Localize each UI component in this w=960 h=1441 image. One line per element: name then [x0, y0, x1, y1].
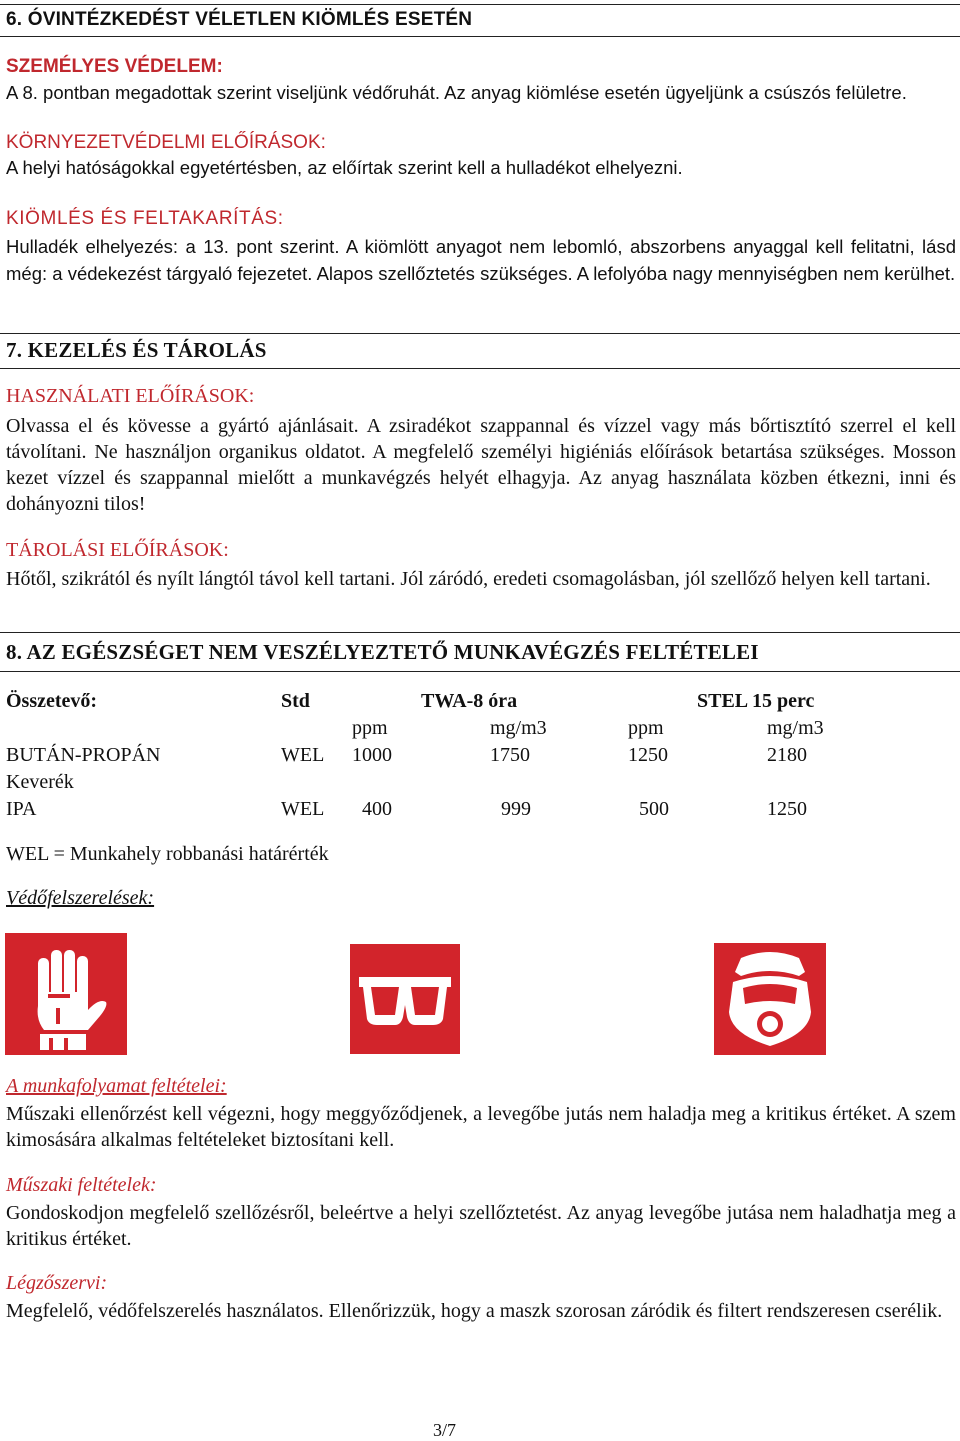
page-number: 3/7: [433, 1420, 457, 1440]
technical-conditions-text: Gondoskodjon megfelelő szellőzésről, beleértve a helyi szellőztetést. Az anyag levegőbe jutása nem haladhatja meg a kritikus értéket.: [6, 1202, 956, 1250]
row-stel-ppm: 1250: [628, 744, 668, 766]
respiratory-text: Megfelelő, védőfelszerelés használatos. Ellenőrizzük, hogy a maszk szorosan záródik és filtert rendszeresen cserélik.: [6, 1300, 943, 1322]
work-conditions-text: Műszaki ellenőrzést kell végezni, hogy meggyőződjenek, a levegőbe jutás nem haladja meg a kritikus értéket. A szem kimosására alkalmas feltételeket biztosítani kell.: [6, 1103, 956, 1151]
row-component-name-2: Keverék: [6, 771, 74, 793]
row-twa-mg: 999: [501, 798, 531, 820]
table-header-stel: STEL 15 perc: [697, 690, 815, 712]
work-conditions-heading: A munkafolyamat feltételei:: [6, 1075, 227, 1097]
table-header-std: Std: [281, 690, 310, 712]
respiratory-heading: Légzőszervi:: [6, 1272, 108, 1294]
section-7-title: 7. KEZELÉS ÉS TÁROLÁS: [6, 338, 267, 362]
ppe-heading: Védőfelszerelések:: [6, 887, 155, 909]
section-7-rule-top: [0, 333, 960, 334]
usage-text: Olvassa el és kövesse a gyártó ajánlásait. A zsiradékot szappannal és vízzel vagy más bőrtisztító szerrel el kell távolítani. Ne használjon organikus oldatot. A megfelelő személyi higiéniás előírások betartása szükséges. Mosson kezet vízzel és szappannal mielőtt a munkavégzés helyét elhagyja. Az anyag használata közben étkezni, inni és dohányozni tilos!: [6, 415, 956, 515]
storage-heading: TÁROLÁSI ELŐÍRÁSOK:: [6, 539, 229, 561]
gloves-icon: [4, 932, 128, 1056]
unit-twa-ppm: ppm: [352, 717, 388, 739]
row-twa-ppm: 400: [362, 798, 392, 820]
section-6-title: 6. ÓVINTÉZKEDÉST VÉLETLEN KIÖMLÉS ESETÉN: [6, 9, 473, 30]
row-std: WEL: [281, 744, 325, 766]
respirator-mask-icon: [713, 942, 827, 1056]
unit-twa-mg: mg/m3: [490, 717, 547, 739]
section-6-rule: [0, 36, 960, 37]
row-stel-mg: 2180: [767, 744, 807, 766]
table-header-component: Összetevő:: [6, 690, 98, 712]
section-7-rule-bottom: [0, 368, 960, 369]
usage-heading: HASZNÁLATI ELŐÍRÁSOK:: [6, 385, 255, 407]
personal-protection-text: A 8. pontban megadottak szerint viseljünk védőruhát. Az anyag kiömlése esetén ügyeljünk a csúszós felületre.: [6, 82, 907, 103]
goggles-icon: [349, 943, 461, 1055]
row-stel-ppm: 500: [639, 798, 669, 820]
wel-note: WEL = Munkahely robbanási határérték: [6, 843, 329, 865]
top-rule: [0, 4, 960, 5]
row-stel-mg: 1250: [767, 798, 807, 820]
row-twa-ppm: 1000: [352, 744, 392, 766]
row-std: WEL: [281, 798, 325, 820]
unit-stel-ppm: ppm: [628, 717, 664, 739]
unit-stel-mg: mg/m3: [767, 717, 824, 739]
row-component-name: IPA: [6, 798, 37, 820]
personal-protection-heading: SZEMÉLYES VÉDELEM:: [6, 56, 223, 77]
storage-text: Hőtől, szikrától és nyílt lángtól távol kell tartani. Jól záródó, eredeti csomagolásban, jól szellőző helyen kell tartani.: [6, 568, 931, 590]
environment-text: A helyi hatóságokkal egyetértésben, az előírtak szerint kell a hulladékot elhelyezni.: [6, 157, 683, 178]
technical-conditions-heading: Műszaki feltételek:: [6, 1174, 157, 1196]
section-8-rule-top: [0, 632, 960, 633]
spill-text: Hulladék elhelyezés: a 13. pont szerint. A kiömlött anyagot nem lebomló, abszorbens anyaggal kell felitatni, lásd még: a védekezést tárgyaló fejezetet. Alapos szellőztetés szükséges. A lefolyóba nagy mennyiségben nem kerülhet.: [6, 236, 956, 284]
spill-heading: KIÖMLÉS ÉS FELTAKARÍTÁS:: [6, 208, 284, 229]
table-header-twa: TWA-8 óra: [421, 690, 518, 712]
row-twa-mg: 1750: [490, 744, 530, 766]
environment-heading: KÖRNYEZETVÉDELMI ELŐÍRÁSOK:: [6, 132, 326, 153]
section-8-rule-bottom: [0, 671, 960, 672]
section-8-title: 8. AZ EGÉSZSÉGET NEM VESZÉLYEZTETŐ MUNKAVÉGZÉS FELTÉTELEI: [6, 640, 759, 664]
row-component-name: BUTÁN-PROPÁN: [6, 744, 161, 766]
